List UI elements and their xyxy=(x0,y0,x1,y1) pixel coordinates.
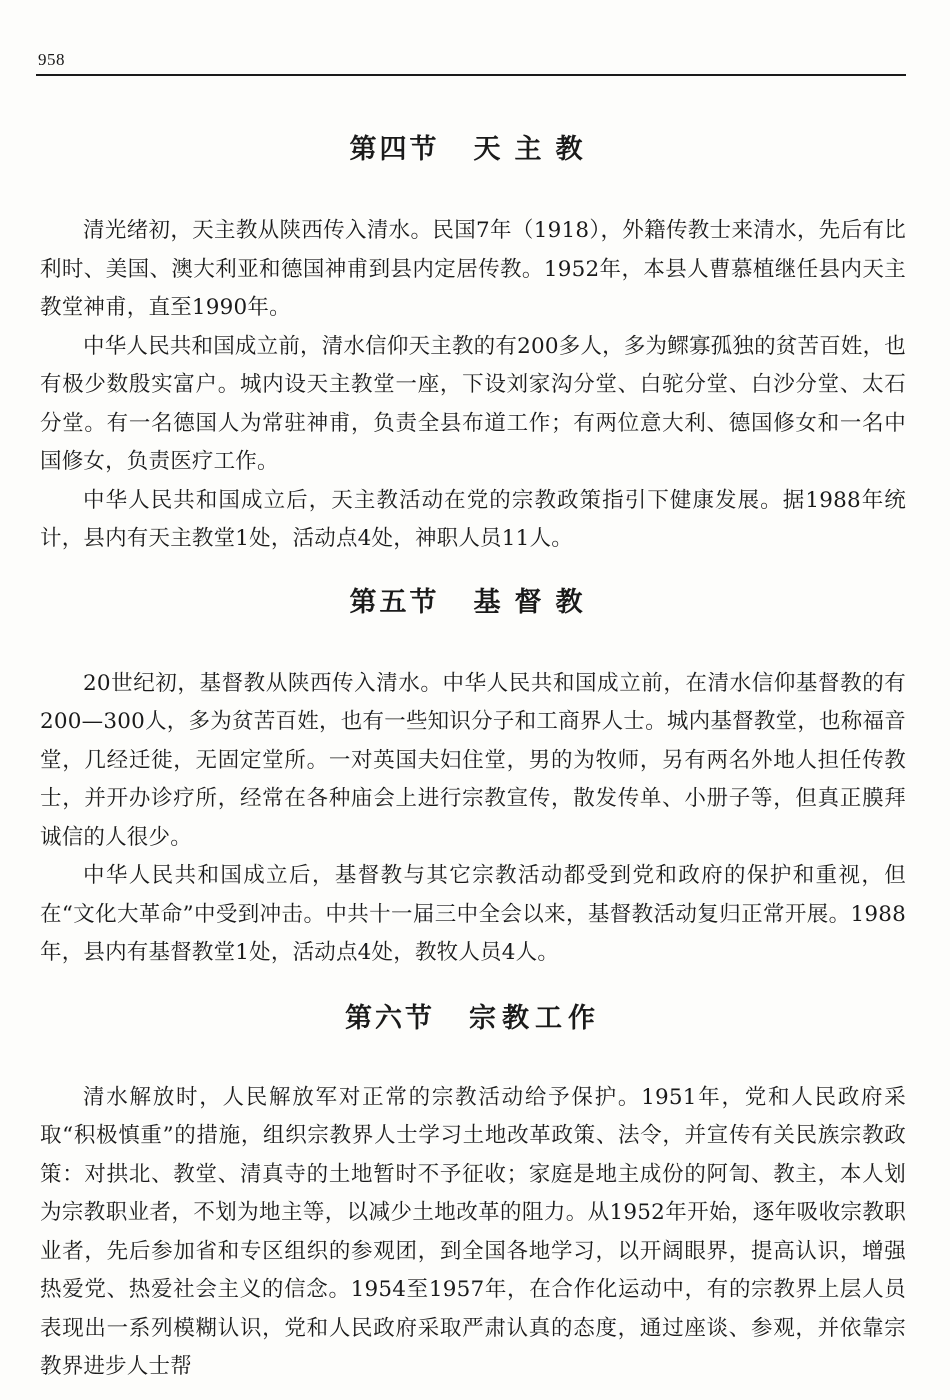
paragraph: 中华人民共和国成立后，天主教活动在党的宗教政策指引下健康发展。据1988年统计，县内有天主教堂1处，活动点4处，神职人员11人。 xyxy=(40,487,906,551)
section-name: 宗教工作 xyxy=(469,1002,601,1034)
paragraph: 20世纪初，基督教从陕西传入清水。中华人民共和国成立前，在清水信仰基督教的有200—300人，多为贫苦百姓，也有一些知识分子和工商界人士。城内基督教堂，也称福音堂，几经迁徙，无固定堂所。一对英国夫妇住堂，男的为牧师，另有两名外地人担任传教士，并开办诊疗所，经常在各种庙会上进行宗教宣传，散发传单、小册子等，但真正膜拜诚信的人很少。 xyxy=(40,670,906,850)
page-content xyxy=(40,128,906,1387)
paragraph: 中华人民共和国成立前，清水信仰天主教的有200多人，多为鳏寡孤独的贫苦百姓，也有极少数殷实富户。城内设天主教堂一座，下设刘家沟分堂、白驼分堂、白沙分堂、太石分堂。有一名德国人为常驻神甫，负责全县布道工作；有两位意大利、德国修女和一名中国修女，负责医疗工作。 xyxy=(40,333,906,474)
section-heading: 第四节 xyxy=(349,134,440,165)
section-title-christianity xyxy=(40,581,906,625)
section-heading: 第五节 xyxy=(349,586,440,618)
paragraph: 中华人民共和国成立后，基督教与其它宗教活动都受到党和政府的保护和重视，但在“文化大革命”中受到冲击。中共十一届三中全会以来，基督教活动复归正常开展。1988年，县内有基督教堂1处，活动点4处，教牧人员4人。 xyxy=(40,863,906,965)
header-rule xyxy=(36,74,906,76)
paragraph: 清水解放时，人民解放军对正常的宗教活动给予保护。1951年，党和人民政府采取“积极慎重”的措施，组织宗教界人士学习土地改革政策、法令，并宣传有关民族宗教政策：对拱北、教堂、清真寺的土地暂时不予征收；家庭是地主成份的阿訇、教主，本人划为宗教职业者，不划为地主等，以减少土地改革的阻力。从1952年开始，逐年吸收宗教职业者，先后参加省和专区组织的参观团，到全国各地学习，以开阔眼界，提高认识，增强热爱党、热爱社会主义的信念。1954至1957年，在合作化运动中，有的宗教界上层人员表现出一系列模糊认识，党和人民政府采取严肃认真的态度，通过座谈、参观，并依靠宗教界进步人士帮 xyxy=(40,1084,906,1379)
section-title-religious-work xyxy=(40,997,906,1041)
paragraph: 清光绪初，天主教从陕西传入清水。民国7年（1918），外籍传教士来清水，先后有比利时、美国、澳大利亚和德国神甫到县内定居传教。1952年，本县人曹慕植继任县内天主教堂神甫，直至1990年。 xyxy=(40,218,906,320)
section-heading: 第六节 xyxy=(345,1002,435,1034)
page-number: 958 xyxy=(38,50,65,69)
section-name: 基督教 xyxy=(473,586,597,618)
section-name: 天主教 xyxy=(473,134,597,165)
section-title-catholicism xyxy=(40,128,906,172)
